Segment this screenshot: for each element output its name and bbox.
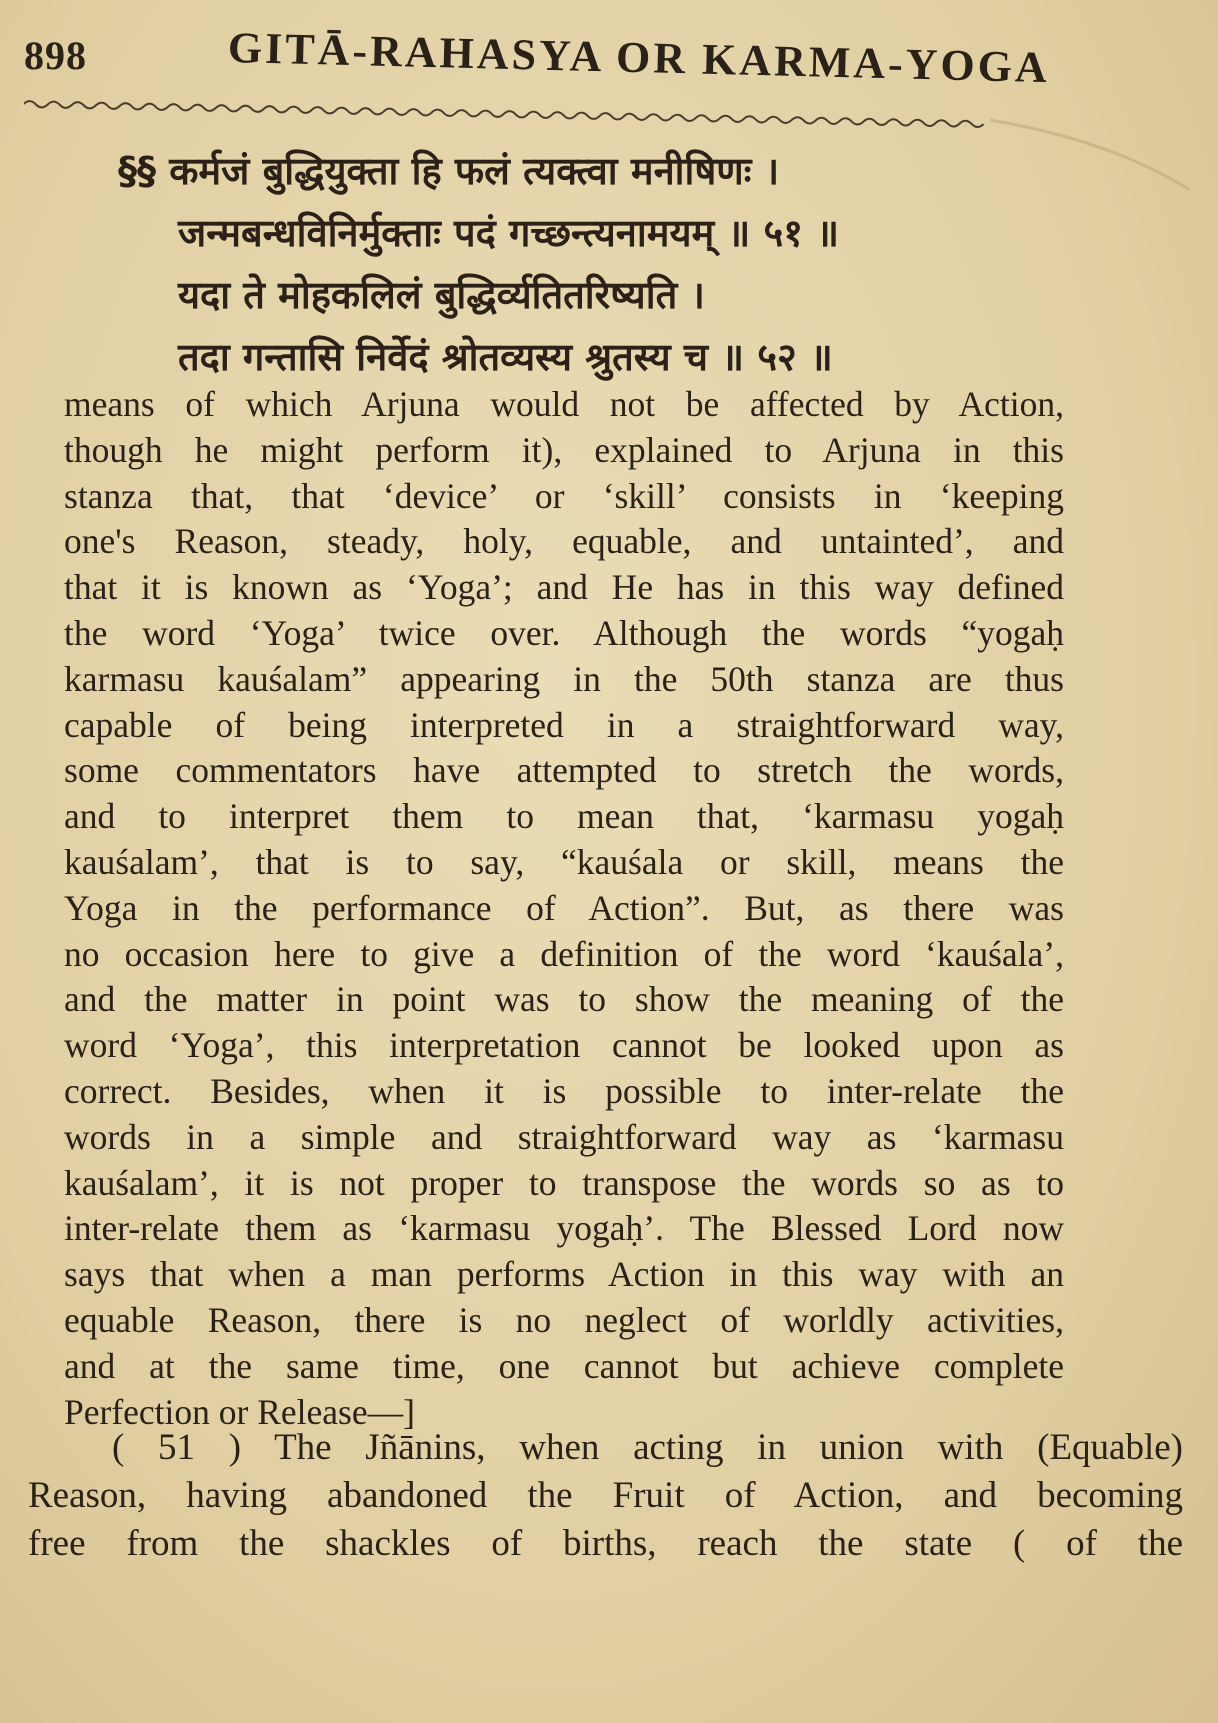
text-line: and to interpret them to mean that, ‘karmasu yogaḥ bbox=[64, 796, 1064, 837]
text-line: some commentators have attempted to stretch the words, bbox=[64, 750, 1064, 791]
page-number: 898 bbox=[24, 33, 87, 78]
running-title: GITĀ-RAHASYA OR KARMA-YOGA bbox=[227, 23, 1051, 93]
text-line: inter-relate them as ‘karmasu yogaḥ’. The Blessed Lord now bbox=[64, 1208, 1064, 1249]
text-line: though he might perform it), explained to Arjuna in this bbox=[64, 429, 1064, 470]
text-line: and the matter in point was to show the meaning of the bbox=[64, 979, 1064, 1020]
text-line: says that when a man performs Action in this way with an bbox=[64, 1254, 1064, 1295]
text-line: that it is known as ‘Yoga’; and He has in this way defined bbox=[64, 567, 1064, 608]
commentary-paragraph bbox=[64, 382, 1064, 1435]
text-line: words in a simple and straightforward way as ‘karmasu bbox=[64, 1116, 1064, 1157]
text-line: Perfection or Release—] bbox=[64, 1391, 415, 1432]
text-line: correct. Besides, when it is possible to inter-relate the bbox=[64, 1070, 1064, 1111]
translation-paragraph bbox=[28, 1424, 1183, 1568]
text-line: Reason, having abandoned the Fruit of Action, and becoming bbox=[28, 1475, 1183, 1516]
text-line: means of which Arjuna would not be affected by Action, bbox=[64, 384, 1064, 424]
text-line: one's Reason, steady, holy, equable, and untainted’, and bbox=[64, 521, 1064, 562]
text-line: Yoga in the performance of Action”. But, as there was bbox=[64, 887, 1064, 928]
text-line: karmasu kauśalam” appearing in the 50th stanza are thus bbox=[64, 658, 1064, 699]
text-line: stanza that, that ‘device’ or ‘skill’ consists in ‘keeping bbox=[64, 475, 1064, 516]
text-line: capable of being interpreted in a straightforward way, bbox=[64, 704, 1064, 745]
text-line: equable Reason, there is no neglect of worldly activities, bbox=[64, 1299, 1064, 1340]
sanskrit-verse bbox=[118, 140, 1118, 388]
page-header bbox=[24, 14, 1174, 93]
text-line: free from the shackles of births, reach the state ( of the bbox=[28, 1523, 1183, 1564]
verse-line: तदा गन्तासि निर्वेदं श्रोतव्यस्य श्रुतस्य च ॥ ५२ ॥ bbox=[178, 335, 833, 379]
verse-line: यदा ते मोहकलिलं बुद्धिर्व्यतितरिष्यति । bbox=[178, 273, 705, 317]
text-line: ( 51 ) The Jñānins, when acting in union with (Equable) bbox=[112, 1427, 1183, 1468]
text-line: the word ‘Yoga’ twice over. Although the words “yogaḥ bbox=[64, 612, 1064, 653]
verse-line: §§ कर्मजं बुद्धियुक्ता हि फलं त्यक्त्वा मनीषिणः । bbox=[118, 140, 1118, 202]
text-line: kauśalam’, that is to say, “kauśala or skill, means the bbox=[64, 841, 1064, 882]
text-line: no occasion here to give a definition of the word ‘kauśala’, bbox=[64, 933, 1064, 974]
text-line: kauśalam’, it is not proper to transpose the words so as to bbox=[64, 1162, 1064, 1203]
text-line: word ‘Yoga’, this interpretation cannot be looked upon as bbox=[64, 1025, 1064, 1066]
verse-line: जन्मबन्धविनिर्मुक्ताः पदं गच्छन्त्यनामयम् ॥ ५१ ॥ bbox=[178, 211, 839, 255]
text-line: and at the same time, one cannot but achieve complete bbox=[64, 1345, 1064, 1386]
